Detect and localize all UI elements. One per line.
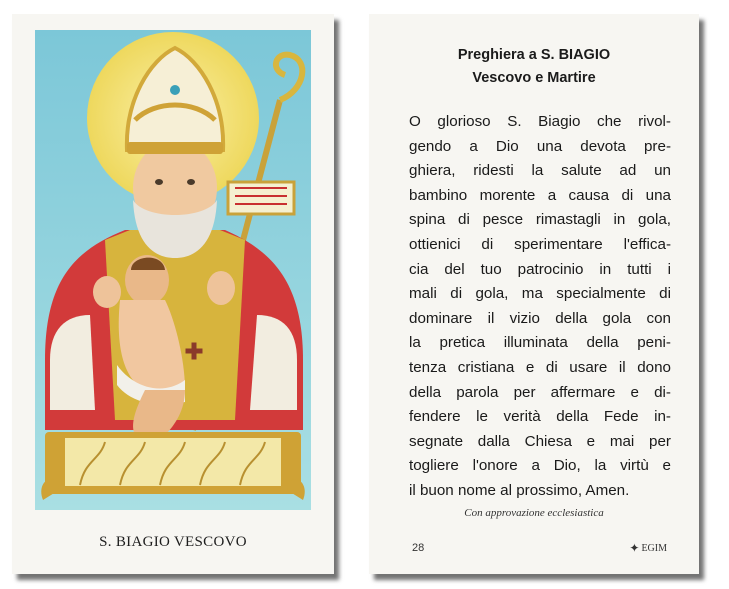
- egim-logo-icon: ✦: [629, 541, 640, 555]
- prayer-line: mali di gola, ma specialmente di: [409, 285, 671, 303]
- prayer-line: della parola per affermare e di-: [409, 383, 671, 401]
- prayer-line: il buon nome al prossimo, Amen.: [409, 481, 630, 499]
- saint-blaise-illustration: [35, 30, 311, 510]
- prayer-subtitle: Vescovo e Martire: [472, 70, 596, 86]
- prayer-line: ottienici di sperimentare l'effica-: [409, 235, 671, 253]
- prayer-line: O glorioso S. Biagio che rivol-: [409, 113, 671, 130]
- prayer-line: segnate dalla Chiesa e mai per: [409, 432, 671, 450]
- page-number: 28: [412, 542, 425, 554]
- holy-card-front: [12, 14, 334, 574]
- prayer-line: bambino morente a causa di una: [409, 186, 671, 204]
- holy-card-back: [369, 14, 699, 574]
- prayer-line: togliere l'onore a Dio, la virtù e: [409, 457, 671, 475]
- prayer-line: ghiera, ridesti la salute ad un: [409, 162, 671, 180]
- prayer-text: [409, 110, 671, 504]
- prayer-line: spina di pesce rimastagli in gola,: [409, 211, 671, 229]
- prayer-line: dominare il vizio della gola con: [409, 309, 671, 327]
- publisher-name: EGIM: [641, 543, 667, 554]
- crozier-banner: [228, 182, 294, 214]
- card-caption: S. BIAGIO VESCOVO: [99, 534, 247, 550]
- prayer-title: Preghiera a S. BIAGIO: [457, 47, 611, 63]
- prayer-line: tenza cristiana e di usare il dono: [409, 358, 671, 376]
- prayer-line: gendo a Dio una devota pre-: [409, 137, 671, 155]
- approval-note: Con approvazione ecclesiastica: [464, 507, 604, 519]
- publisher-mark: [629, 541, 667, 556]
- prayer-line: la pretica illuminata della peni-: [409, 334, 671, 352]
- prayer-line: fendere le verità della Fede in-: [409, 408, 671, 426]
- prayer-line: cia del tuo patrocinio in tutti i: [409, 260, 671, 278]
